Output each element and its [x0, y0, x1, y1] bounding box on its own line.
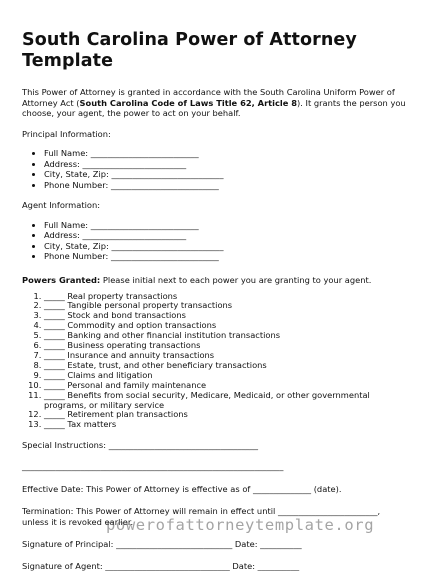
power-item: 6. _____ Business operating transactions [44, 341, 407, 351]
principal-signature-line: Signature of Principal: ____________________________ Date: __________ [22, 539, 302, 550]
agent-full-name-field: • Full Name: __________________________ [44, 220, 407, 231]
termination-clause: Termination: This Power of Attorney will remain in effect until ________________________, unless it is revoked earlier. [22, 506, 381, 527]
agent-fields [22, 220, 407, 262]
power-item: 11. _____ Benefits from social security, Medicare, Medicaid, or other governmental programs, or military service [44, 391, 407, 411]
effective-date: Effective Date: This Power of Attorney is effective as of ______________ (date). [22, 484, 342, 495]
statute-reference: South Carolina Code of Laws Title 62, Article 8 [79, 97, 298, 108]
powers-granted-label: Powers Granted: Please initial next to each power you are granting to your agent. [22, 274, 372, 285]
principal-address-field: • Address: _________________________ [44, 159, 407, 170]
power-item: 13. _____ Tax matters [44, 420, 407, 430]
principal-info-label: Principal Information: [22, 128, 111, 139]
special-instructions: Special Instructions: ____________________________________ [22, 440, 259, 451]
power-item: 3. _____ Stock and bond transactions [44, 311, 407, 321]
power-item: 1. _____ Real property transactions [44, 292, 407, 302]
power-item: 5. _____ Banking and other financial institution transactions [44, 331, 407, 341]
agent-signature-line: Signature of Agent: ______________________________ Date: __________ [22, 560, 300, 571]
agent-info-label: Agent Information: [22, 200, 101, 211]
special-instructions-line: _______________________________________________________________ [22, 460, 284, 471]
principal-phone-field: • Phone Number: __________________________ [44, 180, 407, 191]
agent-address-field: • Address: _________________________ [44, 230, 407, 241]
power-item: 12. _____ Retirement plan transactions [44, 410, 407, 420]
document-title [22, 30, 407, 72]
site-watermark: powerofattorneytemplate.org [106, 516, 375, 534]
document-page [22, 0, 407, 571]
power-item: 4. _____ Commodity and option transactions [44, 321, 407, 331]
intro-paragraph: This Power of Attorney is granted in accordance with the South Carolina Uniform Power of Attorney Act (South Carolina Code of Laws Title 62, Article 8). It grants the person you choose, your agent, the power to act on your behalf. [22, 87, 406, 119]
principal-city-state-zip-field: • City, State, Zip: ___________________________ [44, 169, 407, 180]
power-item: 8. _____ Estate, trust, and other beneficiary transactions [44, 361, 407, 371]
power-item: 7. _____ Insurance and annuity transactions [44, 351, 407, 361]
agent-phone-field: • Phone Number: __________________________ [44, 251, 407, 262]
agent-city-state-zip-field: • City, State, Zip: ___________________________ [44, 241, 407, 252]
power-item: 10. _____ Personal and family maintenance [44, 381, 407, 391]
power-item: 9. _____ Claims and litigation [44, 371, 407, 381]
principal-fields [22, 148, 407, 190]
title-line-1: South Carolina Power of Attorney [22, 30, 357, 50]
principal-full-name-field: • Full Name: __________________________ [44, 148, 407, 159]
title-line-2: Template [22, 51, 114, 71]
powers-list [22, 292, 407, 431]
power-item: 2. _____ Tangible personal property transactions [44, 301, 407, 311]
